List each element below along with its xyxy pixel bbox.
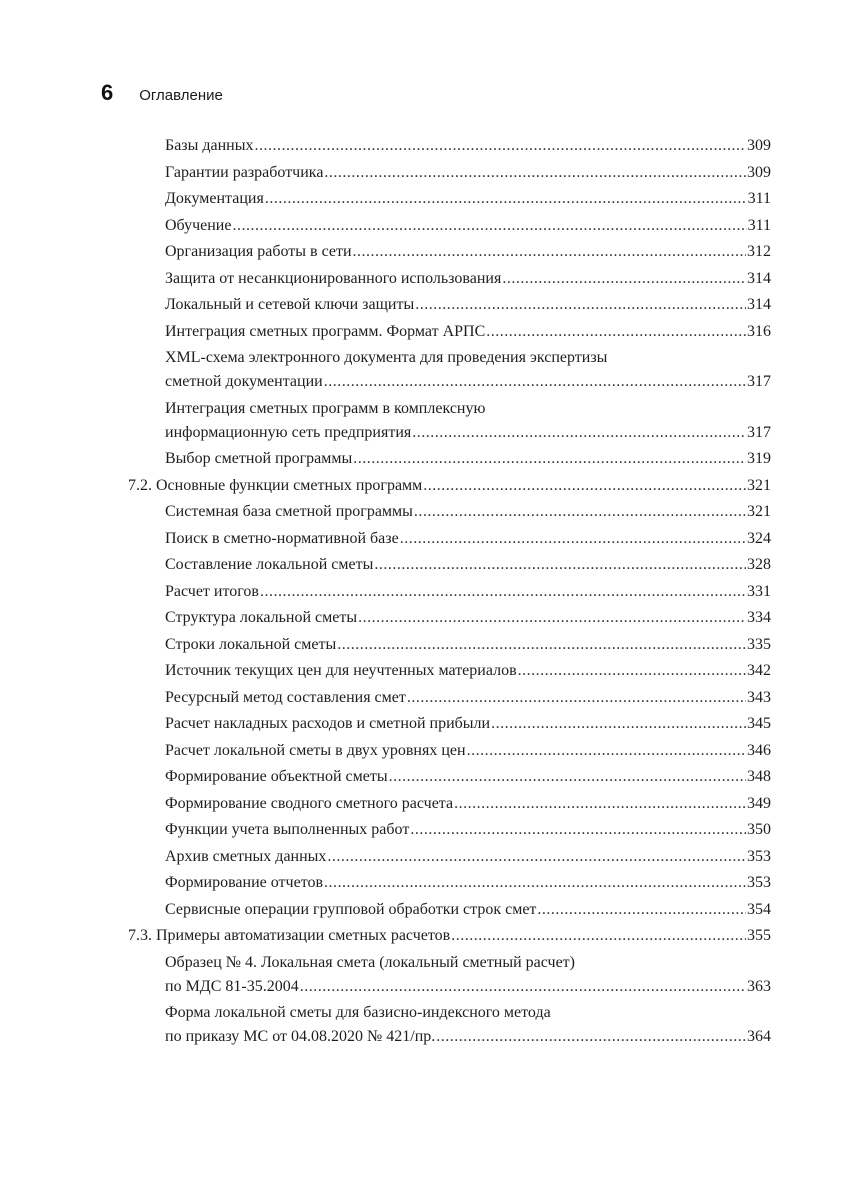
toc-entry (165, 739, 771, 763)
toc-entry-title: Составление локальной сметы (165, 556, 374, 573)
toc-entry-title: Поиск в сметно-нормативной базе (165, 529, 399, 547)
toc-page-number: 321 (747, 476, 771, 494)
toc-entry (165, 134, 771, 158)
toc-page-number: 317 (747, 373, 771, 390)
toc-entry (165, 320, 771, 344)
toc-page-number: 312 (747, 243, 771, 260)
toc-page-number: 345 (747, 715, 771, 732)
dot-leader (265, 187, 747, 211)
toc-page-number: 311 (747, 190, 771, 207)
toc-entry (165, 712, 771, 736)
toc-page-number: 353 (747, 874, 771, 891)
dot-leader (412, 421, 746, 445)
toc-page-number: 328 (747, 556, 771, 573)
toc-page-number: 353 (747, 847, 771, 865)
toc-entry-title: 7.2. Основные функции сметных программ (128, 476, 423, 494)
toc-page-number: 363 (747, 977, 771, 995)
running-title: Оглавление (139, 87, 223, 104)
toc-entry-title: Формирование отчетов (165, 874, 324, 891)
toc-page-number: 349 (747, 794, 771, 812)
toc-entry (165, 447, 771, 471)
toc-entry (165, 633, 771, 657)
toc-entry-title: информационную сеть предприятия (165, 423, 412, 441)
toc-entry (165, 686, 771, 710)
toc-entry-title: Расчет накладных расходов и сметной прибыли (165, 715, 491, 732)
toc-page-number: 354 (747, 900, 771, 918)
toc-entry-text-line1: Форма локальной сметы для базисно-индексного метода (165, 1004, 551, 1021)
toc-entry (165, 500, 771, 524)
toc-entry-title: Источник текущих цен для неучтенных материалов (165, 662, 517, 679)
toc-page-number: 348 (747, 768, 771, 785)
toc-page-number: 321 (747, 503, 771, 520)
toc-entry-title: сметной документации (165, 373, 323, 390)
toc-entry-title: Расчет итогов (165, 582, 259, 600)
toc-section-entry (128, 474, 771, 498)
toc-entry-title: Структура локальной сметы (165, 609, 358, 626)
toc-entry-title: Архив сметных данных (165, 847, 327, 865)
dot-leader (410, 818, 746, 842)
toc-entry-title: по приказу МС от 04.08.2020 № 421/пр. (165, 1028, 436, 1045)
toc-entry-title: по МДС 81-35.2004 (165, 977, 299, 995)
toc-entry (165, 240, 771, 264)
toc-entry-title: Выбор сметной программы (165, 450, 353, 467)
dot-leader (254, 134, 746, 158)
toc-entry-text-line1: Образец № 4. Локальная смета (локальный сметный расчет) (165, 953, 575, 971)
toc-entry (165, 792, 771, 816)
toc-entry-title: Локальный и сетевой ключи защиты (165, 296, 415, 313)
dot-leader (324, 871, 746, 895)
dot-leader (467, 739, 746, 763)
toc-entry-title: Строки локальной сметы (165, 635, 337, 653)
dot-leader (454, 792, 746, 816)
dot-leader (260, 580, 746, 604)
dot-leader (537, 898, 746, 922)
toc-page-number: 343 (747, 688, 771, 706)
toc-entry-title: 7.3. Примеры автоматизации сметных расчетов (128, 927, 451, 944)
toc-entry-title: Организация работы в сети (165, 243, 352, 260)
toc-entry-title: Формирование сводного сметного расчета (165, 794, 454, 812)
toc-entry (165, 161, 771, 185)
dot-leader (374, 553, 746, 577)
toc-page-number: 335 (747, 635, 771, 653)
dot-leader (324, 370, 746, 394)
toc-entry (165, 580, 771, 604)
toc-page-number: 314 (747, 269, 771, 287)
dot-leader (414, 500, 746, 524)
dot-leader (491, 712, 746, 736)
toc-entry-title: Расчет локальной сметы в двух уровнях цен (165, 741, 466, 759)
toc-page-number: 319 (747, 450, 771, 467)
toc-page-number: 314 (747, 296, 771, 313)
toc-entry (165, 951, 771, 999)
toc-entry-title: Обучение (165, 216, 232, 234)
toc-entry-title: Ресурсный метод составления смет (165, 688, 406, 706)
dot-leader (353, 240, 746, 264)
toc-entry (165, 871, 771, 895)
toc-entry-title: Сервисные операции групповой обработки строк смет (165, 900, 537, 918)
dot-leader (502, 267, 746, 291)
toc-page-number: 334 (747, 609, 771, 626)
toc-entry (165, 845, 771, 869)
dot-leader (486, 320, 746, 344)
toc-page-number: 309 (747, 163, 771, 181)
toc-entry (165, 765, 771, 789)
toc-entry-title: Системная база сметной программы (165, 503, 413, 520)
dot-leader (423, 474, 746, 498)
dot-leader (327, 845, 746, 869)
toc-entry (165, 187, 771, 211)
toc-entry-title: Защита от несанкционированного использования (165, 269, 502, 287)
toc-entry (165, 397, 771, 445)
toc-entry (165, 293, 771, 317)
toc-entry-title: Формирование объектной сметы (165, 768, 388, 785)
dot-leader (415, 293, 746, 317)
toc-entry-title: Гарантии разработчика (165, 163, 324, 181)
toc-page-number: 331 (747, 582, 771, 600)
dot-leader (358, 606, 746, 630)
page-number: 6 (101, 80, 114, 105)
toc-entry-title: Базы данных (165, 137, 254, 154)
page-header (101, 80, 223, 110)
toc-page-number: 342 (747, 662, 771, 679)
dot-leader (300, 975, 746, 999)
toc-entry (165, 818, 771, 842)
toc-page-number: 346 (747, 741, 771, 759)
table-of-contents (0, 134, 849, 1052)
toc-entry (165, 898, 771, 922)
dot-leader (324, 161, 746, 185)
dot-leader (451, 924, 746, 948)
toc-page-number: 350 (747, 821, 771, 838)
toc-entry-title: Документация (165, 190, 264, 207)
toc-section-entry (128, 924, 771, 948)
dot-leader (436, 1025, 746, 1049)
toc-entry (165, 527, 771, 551)
toc-page-number: 324 (747, 529, 771, 547)
toc-entry (165, 553, 771, 577)
dot-leader (407, 686, 746, 710)
dot-leader (353, 447, 746, 471)
toc-entry-text-line1: Интеграция сметных программ в комплексную (165, 399, 486, 417)
toc-page-number: 311 (747, 216, 771, 234)
toc-page-number: 316 (747, 322, 771, 340)
toc-page-number: 317 (747, 423, 771, 441)
dot-leader (232, 214, 746, 238)
toc-entry (165, 267, 771, 291)
toc-entry (165, 659, 771, 683)
toc-entry (165, 214, 771, 238)
dot-leader (337, 633, 746, 657)
dot-leader (518, 659, 746, 683)
toc-entry-text-line1: XML-схема электронного документа для проведения экспертизы (165, 349, 608, 366)
toc-entry-title: Функции учета выполненных работ (165, 821, 410, 838)
toc-page-number: 355 (747, 927, 771, 944)
dot-leader (389, 765, 746, 789)
dot-leader (400, 527, 746, 551)
toc-entry (165, 606, 771, 630)
toc-entry (165, 346, 771, 394)
toc-page-number: 364 (747, 1028, 771, 1045)
toc-entry-title: Интеграция сметных программ. Формат АРПС (165, 322, 486, 340)
toc-page-number: 309 (747, 137, 771, 154)
toc-entry (165, 1001, 771, 1049)
